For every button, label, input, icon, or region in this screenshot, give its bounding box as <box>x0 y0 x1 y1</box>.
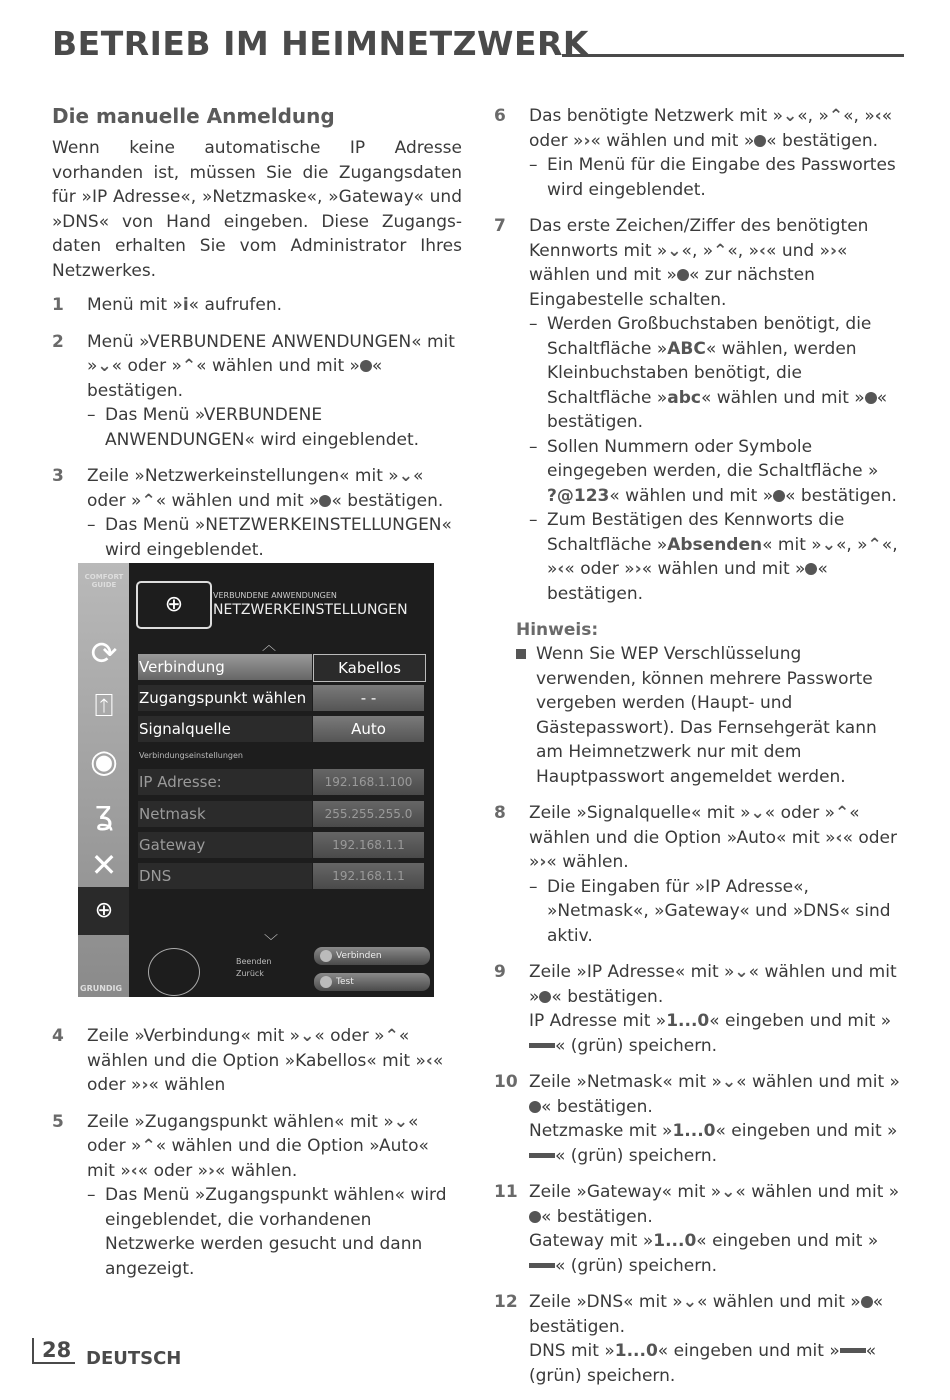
step-3 <box>52 464 462 562</box>
step-text: «, » <box>835 534 868 555</box>
left-arrow-icon: ‹ <box>835 827 843 848</box>
up-arrow-icon: ⌃ <box>828 106 844 126</box>
up-arrow-icon: ⌃ <box>181 356 197 376</box>
green-button-icon <box>529 1263 555 1268</box>
page-number: 28 <box>32 1338 75 1364</box>
row-label: Zugangspunkt wählen <box>138 685 312 711</box>
down-arrow-icon: ⌄ <box>750 803 765 823</box>
step-text: Menü mit » <box>87 295 183 315</box>
step-text: « bestätigen. <box>529 1292 884 1337</box>
step-text: « oder » <box>564 559 635 579</box>
step-text: Zeile »Zugangspunkt wählen« mit » <box>87 1111 394 1132</box>
page-title: BETRIEB IM HEIMNETZWERK <box>52 24 589 63</box>
absenden-key: Absenden <box>667 534 763 555</box>
step-text: IP Adresse mit » <box>529 1011 667 1031</box>
step-text: Gateway mit » <box>529 1231 654 1251</box>
green-button-icon <box>840 1348 866 1353</box>
step-text: « mit » <box>762 534 822 555</box>
row-label: Verbindung <box>138 654 312 680</box>
step-7-sub-3: – Zum Bestätigen des Kennworts die Schaltfläche »Absenden« mit »⌄«, »⌃«, »‹« oder »›« wählen und mit » « bestätigen. <box>529 510 898 604</box>
step-number: 1 <box>52 295 64 315</box>
chevron-up-icon[interactable]: ︿ <box>262 638 276 654</box>
step-text: Zum Bestätigen des Kennworts die Schaltfläche » <box>547 510 845 555</box>
row-value[interactable]: - - <box>313 685 424 711</box>
step-text: « wählen und mit » <box>700 387 865 408</box>
eye-icon[interactable]: ◉ <box>90 742 118 780</box>
row-label: Gateway <box>138 832 312 858</box>
step-text: « wählen und die Option »Kabellos« mit » <box>87 1026 426 1071</box>
network-icon-active[interactable]: ⊕ <box>78 887 129 935</box>
right-arrow-icon: › <box>539 852 547 872</box>
step-text: « wählen und die Option »Auto« mit » <box>529 803 860 848</box>
step-text: « oder » <box>137 1160 209 1181</box>
source-icon[interactable]: ⍐ <box>94 686 114 724</box>
row-label: DNS <box>138 863 312 889</box>
step-text: « bestätigen. <box>547 387 888 432</box>
number-keys: 1...0 <box>672 1121 716 1141</box>
row-value[interactable]: Kabellos <box>313 654 426 682</box>
step-8-result: – Die Eingaben für »IP Adresse«, »Netmask«, »Gateway« und »DNS« sind aktiv. <box>529 876 891 946</box>
step-text: Zeile »Netzwerkeinstellungen« mit » <box>87 466 399 486</box>
step-text: « wählen und mit » <box>529 962 897 1007</box>
step-text: Zeile »DNS« mit » <box>529 1292 683 1312</box>
step-text: Das Menü »VERBUNDENE ANWENDUNGEN« wird eingeblendet. <box>105 405 420 450</box>
tools-icon[interactable]: ✕ <box>90 846 118 884</box>
abc-lower-key: abc <box>667 387 701 408</box>
info-key: i <box>182 295 189 315</box>
step-text: « wählen und mit » <box>529 240 848 285</box>
step-text: Zeile »IP Adresse« mit » <box>529 962 735 982</box>
row-verbindung[interactable] <box>138 654 424 680</box>
left-arrow-icon: ‹ <box>425 1050 433 1071</box>
step-9 <box>494 960 904 1058</box>
down-arrow-icon: ⌄ <box>300 1026 315 1046</box>
tv-breadcrumb: VERBUNDENE ANWENDUNGEN <box>213 591 337 600</box>
step-text: « wählen und mit » <box>155 490 320 511</box>
row-ip-adresse[interactable] <box>138 769 424 795</box>
ok-button-icon <box>319 495 331 507</box>
step-2 <box>52 330 462 453</box>
down-arrow-icon: ⌄ <box>398 466 413 486</box>
right-arrow-icon: › <box>208 1160 216 1181</box>
step-7-sub-1: – Werden Großbuchstaben benötigt, die Schaltfläche »ABC« wählen, werden Kleinbuchstaben benötigt, die Schaltfläche »abc« wählen und mit » « bestätigen. <box>529 314 888 432</box>
step-4 <box>52 1024 462 1098</box>
ok-button-icon <box>805 563 817 575</box>
step-12 <box>494 1290 904 1388</box>
down-arrow-icon: ⌄ <box>821 534 836 555</box>
step-text: « bestätigen. <box>541 1206 653 1227</box>
step-text: «, » <box>797 106 829 126</box>
step-11 <box>494 1180 904 1278</box>
step-text: « oder » <box>529 106 893 151</box>
down-arrow-icon: ⌄ <box>667 240 682 261</box>
row-gateway[interactable] <box>138 832 424 858</box>
step-7-sub-2: – Sollen Nummern oder Symbole eingegeben werden, die Schaltfläche »?@123« wählen und mit » « bestätigen. <box>529 435 904 509</box>
step-text: Werden Großbuchstaben benötigt, die Schaltfläche » <box>547 314 872 359</box>
number-keys: 1...0 <box>666 1011 710 1031</box>
up-arrow-icon: ⌃ <box>835 803 850 823</box>
page-header <box>52 24 904 64</box>
step-6 <box>494 104 904 202</box>
test-button[interactable]: Test <box>314 973 430 991</box>
ok-button-icon <box>677 269 689 281</box>
down-arrow-icon: ⌄ <box>734 962 749 982</box>
square-bullet-icon <box>516 649 526 659</box>
step-text: « eingeben und mit » <box>709 1011 892 1031</box>
network-globe-icon: ⊕ <box>136 581 212 629</box>
step-text: Das Menü »Zugangspunkt wählen« wird eingeblendet, die vorhandenen Netzwerke werden gesucht und dann angezeigt. <box>105 1185 447 1279</box>
step-text: « oder » <box>764 803 836 823</box>
step-text: « eingeben und mit » <box>696 1231 879 1251</box>
step-text: Netzmaske mit » <box>529 1121 673 1141</box>
step-text: «, » <box>727 240 760 261</box>
step-text: Das Menü »NETZWERKEINSTELLUNGEN« wird eingeblendet. <box>105 515 452 560</box>
tv-section-label: Verbindungseinstellungen <box>139 751 243 760</box>
step-text: DNS mit » <box>529 1341 615 1361</box>
step-text: « wählen und mit » <box>641 559 806 579</box>
ok-button-icon <box>539 991 551 1003</box>
down-arrow-icon: ⌄ <box>682 1292 697 1312</box>
step-text: Sollen Nummern oder Symbole eingegeben werden, die Schaltfläche » <box>547 436 879 481</box>
step-text: Die Eingaben für »IP Adresse«, »Netmask«, »Gateway« und »DNS« sind aktiv. <box>547 876 891 946</box>
remote-dpad-icon <box>148 948 200 996</box>
step-text: « eingeben und mit » <box>715 1121 898 1141</box>
zurueck-label: Zurück <box>236 969 264 978</box>
up-arrow-icon: ⌃ <box>141 490 156 511</box>
down-arrow-icon: ⌄ <box>721 1072 737 1092</box>
step-text: «, » <box>843 106 875 126</box>
step-text: Das benötigte Netzwerk mit » <box>529 106 784 126</box>
step-text: « oder » <box>314 1026 385 1046</box>
number-keys: 1...0 <box>653 1231 697 1251</box>
row-netmask[interactable] <box>138 801 424 827</box>
down-arrow-icon: ⌄ <box>721 1182 736 1202</box>
step-6-result: – Ein Menü für die Eingabe des Passwortes wird eingeblendet. <box>529 155 896 200</box>
step-text: Zeile »Netmask« mit » <box>529 1072 722 1092</box>
step-text: « oder » <box>87 466 424 511</box>
step-2-result: – Das Menü »VERBUNDENE ANWENDUNGEN« wird eingeblendet. <box>87 405 420 450</box>
step-number: 4 <box>52 1026 64 1046</box>
step-text: « bestätigen. <box>547 559 828 604</box>
ear-icon[interactable]: ʓ <box>94 794 114 832</box>
step-number: 5 <box>52 1111 64 1132</box>
up-arrow-icon: ⌃ <box>384 1026 399 1046</box>
step-number: 12 <box>494 1292 518 1312</box>
ok-button-icon <box>865 392 877 404</box>
ok-button-icon <box>360 360 372 372</box>
step-text: « bestätigen. <box>766 130 879 151</box>
step-text: « wählen und mit » <box>735 1182 900 1202</box>
step-text: « wählen und die Option »Auto« mit » <box>87 1136 429 1181</box>
ok-button-icon <box>754 135 766 147</box>
verbinden-button[interactable]: Verbinden <box>314 947 430 965</box>
step-text: « wählen und mit » <box>590 130 755 151</box>
step-text: « wählen und mit » <box>696 1292 861 1312</box>
left-arrow-icon: ‹ <box>130 1160 138 1181</box>
note <box>494 642 904 789</box>
note-title: Hinweis: <box>516 620 599 640</box>
step-text: « bestätigen. <box>551 986 664 1007</box>
step-text: « oder » <box>111 356 182 376</box>
step-number: 6 <box>494 106 506 126</box>
up-arrow-icon: ⌃ <box>713 240 728 261</box>
step-text: « zur nächsten Eingabestelle schalten. <box>529 265 815 310</box>
tv-menu-screenshot <box>78 563 434 997</box>
left-arrow-icon: ‹ <box>759 240 767 261</box>
step-text: Menü »VERBUNDENE ANWENDUNGEN« mit » <box>87 331 455 376</box>
row-value[interactable]: 192.168.1.1 <box>313 832 424 858</box>
step-text: «, » <box>681 240 714 261</box>
intro-paragraph: Wenn keine automatische IP Adresse vorhanden ist, müssen Sie die Zugangsdaten für »IP Adresse«, »Netzmaske«, »Gateway« und »DNS« von Hand eingeben. Diese Zugangs-daten erhalten Sie vom Administrator Ihres Netzwerkes. <box>52 138 462 281</box>
step-text: « (grün) speichern. <box>555 1145 718 1166</box>
language-label: DEUTSCH <box>86 1348 182 1369</box>
abc-upper-key: ABC <box>667 338 706 359</box>
row-label: Netmask <box>138 801 312 827</box>
comfort-guide-label: COMFORT GUIDE <box>84 573 124 589</box>
step-text: « wählen. <box>546 852 629 872</box>
step-text: « wählen <box>148 1075 226 1095</box>
step-text: « bestätigen. <box>87 356 383 401</box>
row-value[interactable]: Auto <box>313 716 424 742</box>
left-arrow-icon: ‹ <box>874 106 882 126</box>
brand-logo: GRUNDIG <box>80 984 123 993</box>
row-value[interactable]: 192.168.1.1 <box>313 863 424 889</box>
right-column <box>494 104 904 1400</box>
ok-button-icon <box>529 1101 541 1113</box>
section-heading: Die manuelle Anmeldung <box>52 104 335 128</box>
step-text: Zeile »Verbindung« mit » <box>87 1026 301 1046</box>
right-arrow-icon: › <box>634 559 642 579</box>
step-text: « aufrufen. <box>188 295 283 315</box>
tv-sidebar <box>78 563 129 997</box>
left-column-lower <box>52 1024 462 1293</box>
step-text: « wählen, werden Kleinbuchstaben benötigt, die Schaltfläche » <box>547 338 857 408</box>
step-3-result: – Das Menü »NETZWERKEINSTELLUNGEN« wird eingeblendet. <box>87 515 452 560</box>
beenden-label: Beenden <box>236 957 272 966</box>
right-arrow-icon: › <box>583 130 591 151</box>
step-number: 11 <box>494 1182 518 1202</box>
up-arrow-icon: ⌃ <box>141 1136 156 1156</box>
step-7 <box>494 214 904 606</box>
step-number: 8 <box>494 803 506 823</box>
ok-button-icon <box>773 490 785 502</box>
step-10 <box>494 1070 904 1168</box>
note-text: Wenn Sie WEP Verschlüsselung verwenden, können mehrere Passworte vergeben werden (Haupt- und Gästepasswort). Das Fernsehgerät kann am Heimnetzwerk nur mit dem Hauptpasswort angemeldet werden. <box>536 644 877 787</box>
chevron-down-icon[interactable]: ﹀ <box>264 934 278 950</box>
ok-button-icon <box>861 1296 873 1308</box>
step-text: « bestätigen. <box>331 490 444 511</box>
step-text: Ein Menü für die Eingabe des Passwortes wird eingeblendet. <box>547 155 896 200</box>
tv-menu-title: NETZWERKEINSTELLUNGEN <box>213 602 408 618</box>
step-text: « eingeben und mit » <box>657 1341 840 1361</box>
step-number: 10 <box>494 1072 518 1092</box>
ok-button-icon <box>529 1211 541 1223</box>
right-arrow-icon: › <box>829 240 837 261</box>
step-number: 3 <box>52 466 64 486</box>
step-text: « wählen. <box>215 1160 298 1181</box>
green-button-icon <box>529 1043 555 1048</box>
step-number: 2 <box>52 331 64 352</box>
down-arrow-icon: ⌄ <box>393 1111 408 1132</box>
row-dns[interactable] <box>138 863 424 889</box>
row-zugangspunkt[interactable] <box>138 685 424 711</box>
step-8 <box>494 801 904 948</box>
row-label: Signalquelle <box>138 716 312 742</box>
step-text: « bestätigen. <box>785 485 897 506</box>
row-value[interactable]: 255.255.255.0 <box>313 801 424 827</box>
step-text: Zeile »Gateway« mit » <box>529 1182 722 1202</box>
step-text: « bestätigen. <box>541 1096 653 1117</box>
step-text: « und » <box>766 240 830 261</box>
up-arrow-icon: ⌃ <box>867 534 882 555</box>
left-column <box>52 104 462 574</box>
media-icon[interactable]: ⟳ <box>90 634 118 672</box>
step-1 <box>52 293 462 318</box>
green-button-icon <box>529 1153 555 1158</box>
step-text: « (grün) speichern. <box>529 1341 877 1386</box>
step-text: « (grün) speichern. <box>555 1255 718 1276</box>
row-label: IP Adresse: <box>138 769 312 795</box>
step-text: « wählen und mit » <box>609 485 774 506</box>
step-text: Zeile »Signalquelle« mit » <box>529 803 751 823</box>
step-text: « oder » <box>87 1050 444 1095</box>
step-text: « wählen und mit » <box>736 1072 900 1092</box>
symbol-key: ?@123 <box>547 485 610 506</box>
number-keys: 1...0 <box>614 1341 658 1361</box>
step-5-result: – Das Menü »Zugangspunkt wählen« wird eingeblendet, die vorhandenen Netzwerke werden gesucht und dann angezeigt. <box>87 1185 447 1279</box>
step-text: « oder » <box>529 827 898 872</box>
step-text: Das erste Zeichen/Ziffer des benötigten Kennworts mit » <box>529 216 869 261</box>
step-text: « oder » <box>87 1111 419 1156</box>
down-arrow-icon: ⌄ <box>97 356 112 376</box>
step-text: « (grün) speichern. <box>555 1035 718 1056</box>
header-rule <box>562 54 904 57</box>
step-text: « wählen und mit » <box>196 356 360 376</box>
row-signalquelle[interactable] <box>138 716 424 742</box>
step-number: 7 <box>494 216 506 236</box>
step-number: 9 <box>494 962 506 982</box>
row-value[interactable]: 192.168.1.100 <box>313 769 424 795</box>
left-arrow-icon: ‹ <box>557 559 565 579</box>
step-5 <box>52 1110 462 1282</box>
down-arrow-icon: ⌄ <box>783 106 798 126</box>
step-text: «, » <box>547 534 898 579</box>
right-arrow-icon: › <box>141 1075 149 1095</box>
